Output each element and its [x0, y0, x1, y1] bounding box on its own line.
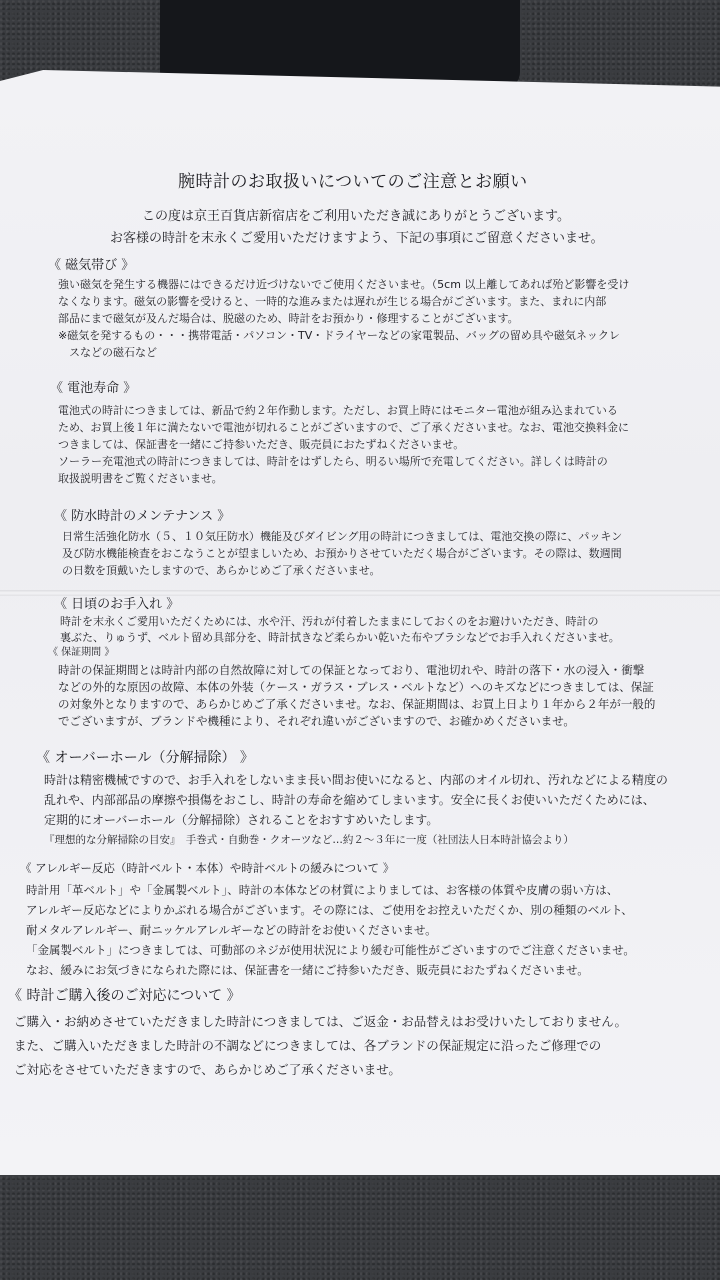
text-line: ※磁気を発するもの・・・携帯電話・パソコン・TV・ドライヤーなどの家電製品、バッグの留め具や磁気ネックレ: [58, 329, 620, 342]
section-body-warranty: [58, 662, 655, 730]
text-line: アレルギー反応などによりかぶれる場合がございます。その際には、ご使用をお控えいただくか、別の種類のベルト、: [26, 903, 633, 917]
intro-line-2: お客様の時計を末永くご愛用いただけますよう、下記の事項にご留意くださいませ。: [110, 231, 604, 246]
text-line: ご購入・お納めさせていただきました時計につきましては、ご返金・お品替えはお受けいたしておりません。: [14, 1014, 628, 1029]
text-line: などの外的な原因の故障、本体の外装（ケース・ガラス・ブレス・ベルトなど）へのキズなどにつきましては、保証: [58, 680, 654, 694]
text-line: 部品にまで磁気が及んだ場合は、脱磁のため、時計をお預かり・修理することがございます。: [58, 312, 519, 325]
document-title: 腕時計のお取扱いについてのご注意とお願い: [178, 172, 528, 192]
section-heading-battery: 《 電池寿命 》: [50, 381, 137, 396]
section-body-allergy: [26, 880, 635, 980]
section-heading-magnetism: 《 磁気帯び 》: [48, 258, 135, 273]
text-line: 耐メタルアレルギー、耐ニッケルアレルギーなどの時計をお使いくださいませ。: [26, 923, 437, 937]
text-line: 及び防水機能検査をおこなうことが望ましいため、お預かりさせていただく場合がございます。その際は、数週間: [62, 547, 622, 560]
text-line: 時計は精密機械ですので、お手入れをしないまま長い間お使いになると、内部のオイル切れ、汚れなどによる精度の: [44, 773, 668, 787]
section-heading-after-purchase: 《 時計ご購入後のご対応について 》: [8, 988, 241, 1004]
section-heading-allergy: 《 アレルギー反応（時計ベルト・本体）や時計ベルトの緩みについて 》: [20, 861, 395, 875]
text-line: ご対応をさせていただきますので、あらかじめご了承くださいませ。: [14, 1062, 401, 1077]
section-body-magnetism: [58, 276, 629, 361]
section-body-daily-care: [60, 614, 620, 646]
text-line: 「金属製ベルト」につきましては、可動部のネジが使用状況により緩む可能性がございますのでご注意くださいませ。: [26, 943, 635, 957]
text-line: 定期的にオーバーホール（分解掃除）されることをおすすめいたします。: [44, 813, 439, 827]
text-line: 日常生活強化防水（５、１０気圧防水）機能及びダイビング用の時計につきましては、電池交換の際に、パッキン: [62, 530, 623, 543]
section-heading-waterproof: 《 防水時計のメンテナンス 》: [54, 509, 231, 524]
section-body-overhaul: [44, 770, 668, 850]
text-line: 強い磁気を発生する機器にはできるだけ近づけないでご使用くださいませ。（5cm 以上離してあれば殆ど影響を受け: [58, 278, 630, 291]
intro-line-1: この度は京王百貨店新宿店をご利用いただき誠にありがとうございます。: [142, 209, 570, 224]
text-line: ソーラー充電池式の時計につきましては、時計をはずしたら、明るい場所で充電してください。詳しくは時計の: [58, 455, 608, 468]
text-line: でございますが、ブランドや機種により、それぞれ違いがございますので、お確かめくださいませ。: [58, 714, 575, 728]
text-line: 裏ぶた、りゅうず、ベルト留め具部分を、時計拭きなど柔らかい乾いた布やブラシなどでお手入れくださいませ。: [60, 631, 620, 644]
text-line: の日数を頂戴いたしますので、あらかじめご了承くださいませ。: [62, 564, 381, 577]
text-line: の対象外となりますので、あらかじめご了承くださいませ。なお、保証期間は、お買上日より１年から２年が一般的: [58, 697, 656, 711]
text-line: 時計の保証期間とは時計内部の自然故障に対しての保証となっており、電池切れや、時計の落下・水の浸入・衝撃: [58, 663, 645, 677]
text-line: スなどの磁石など: [58, 346, 157, 359]
section-body-battery: [58, 402, 629, 487]
text-line: つきましては、保証書を一緒にご持参いただき、販売員におたずねくださいませ。: [58, 438, 465, 451]
text-line: ため、お買上後１年に満たないで電池が切れることがございますので、ご了承くださいませ。なお、電池交換料金に: [58, 421, 630, 434]
section-heading-daily-care: 《 日頃のお手入れ 》: [54, 597, 180, 612]
text-line: 『理想的な分解掃除の目安』 手巻式・自動巻・クオーツなど…約２～３年に一度（社団法人日本時計協会より）: [44, 834, 574, 846]
text-line: 取扱説明書をご覧くださいませ。: [58, 472, 223, 485]
text-line: また、ご購入いただきました時計の不調などにつきましては、各ブランドの保証規定に沿ったご修理での: [14, 1038, 602, 1053]
section-heading-warranty: 《 保証期間 》: [48, 647, 115, 658]
section-heading-overhaul: 《 オーバーホール（分解掃除） 》: [36, 750, 254, 766]
text-line: なくなります。磁気の影響を受けると、一時的な進みまたは遅れが生じる場合がございます。また、まれに内部: [58, 295, 607, 308]
text-line: 電池式の時計につきましては、新品で約２年作動します。ただし、お買上時にはモニター電池が組み込まれている: [58, 404, 618, 417]
text-line: 時計用「革ベルト」や「金属製ベルト」、時計の本体などの材質によりましては、お客様の体質や皮膚の弱い方は、: [26, 883, 619, 897]
section-body-after-purchase: [14, 1010, 627, 1082]
text-line: 時計を末永くご愛用いただくためには、水や汗、汚れが付着したままにしておくのをお避けいただき、時計の: [60, 615, 599, 628]
text-line: なお、緩みにお気づきになられた際には、保証書を一緒にご持参いただき、販売員におたずねくださいませ。: [26, 963, 589, 977]
section-body-waterproof: [62, 528, 622, 579]
text-line: 乱れや、内部部品の摩擦や損傷をおこし、時計の寿命を縮めてしまいます。安全に長くお使いいただくためには、: [44, 793, 655, 807]
